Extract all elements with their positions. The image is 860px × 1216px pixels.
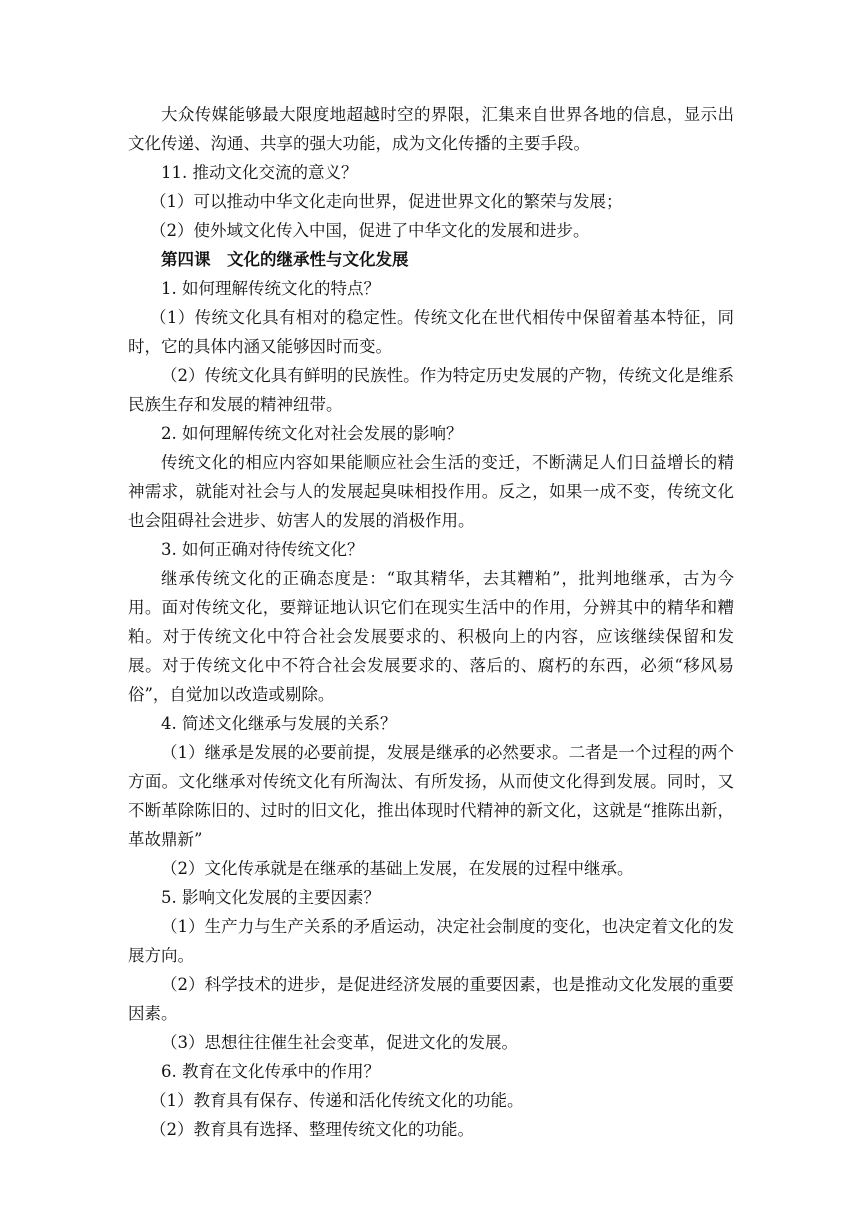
answer-5-2: （2）科学技术的进步，是促进经济发展的重要因素，也是推动文化发展的重要因素。 [128,975,734,1023]
question-4: 4. 简述文化继承与发展的关系？ [161,714,397,733]
answer-6-2: （2）教育具有选择、整理传统文化的功能。 [150,1120,474,1139]
question-2: 2. 如何理解传统文化对社会发展的影响？ [161,424,463,443]
paragraph-mass-media: 大众传媒能够最大限度地超越时空的界限，汇集来自世界各地的信息，显示出文化传递、沟通、共享的强大功能，成为文化传播的主要手段。 [128,105,734,153]
answer-4-1: （1）继承是发展的必要前提，发展是继承的必然要求。二者是一个过程的两个方面。文化继承对传统文化有所淘汰、有所发扬，从而使文化得到发展。同时，又不断革除陈旧的、过时的旧文化，推出体现时代精神的新文化，这就是“推陈出新，革故鼎新” [128,743,734,849]
question-1: 1. 如何理解传统文化的特点？ [161,279,380,298]
question-3: 3. 如何正确对待传统文化？ [161,540,364,559]
answer-6-1: （1）教育具有保存、传递和活化传统文化的功能。 [150,1091,524,1110]
answer-11-2: （2）使外域文化传入中国，促进了中华文化的发展和进步。 [150,221,590,240]
question-6: 6. 教育在文化传承中的作用？ [161,1062,380,1081]
answer-11-1: （1）可以推动中华文化走向世界，促进世界文化的繁荣与发展； [150,192,623,211]
question-5: 5. 影响文化发展的主要因素？ [161,888,380,907]
answer-2: 传统文化的相应内容如果能顺应社会生活的变迁，不断满足人们日益增长的精神需求，就能对社会与人的发展起臭味相投作用。反之，如果一成不变，传统文化也会阻碍社会进步、妨害人的发展的消极作用。 [128,453,734,530]
answer-4-2: （2）文化传承就是在继承的基础上发展，在发展的过程中继承。 [161,859,634,878]
answer-1-1: （1）传统文化具有相对的稳定性。传统文化在世代相传中保留着基本特征，同时，它的具体内涵又能够因时而变。 [128,308,734,356]
document-page [128,100,734,1144]
lesson-heading: 第四课 文化的继承性与文化发展 [161,250,409,269]
answer-5-1: （1）生产力与生产关系的矛盾运动，决定社会制度的变化，也决定着文化的发展方向。 [128,917,734,965]
question-11: 11. 推动文化交流的意义？ [161,163,358,182]
answer-5-3: （3）思想往往催生社会变革，促进文化的发展。 [161,1033,518,1052]
answer-3: 继承传统文化的正确态度是：“取其精华，去其糟粕”，批判地继承，古为今用。面对传统文化，要辩证地认识它们在现实生活中的作用，分辨其中的精华和糟粕。对于传统文化中符合社会发展要求的、积极向上的内容，应该继续保留和发展。对于传统文化中不符合社会发展要求的、落后的、腐朽的东西，必须“移风易俗”，自觉加以改造或剔除。 [128,569,734,704]
answer-1-2: （2）传统文化具有鲜明的民族性。作为特定历史发展的产物，传统文化是维系民族生存和发展的精神纽带。 [128,366,734,414]
